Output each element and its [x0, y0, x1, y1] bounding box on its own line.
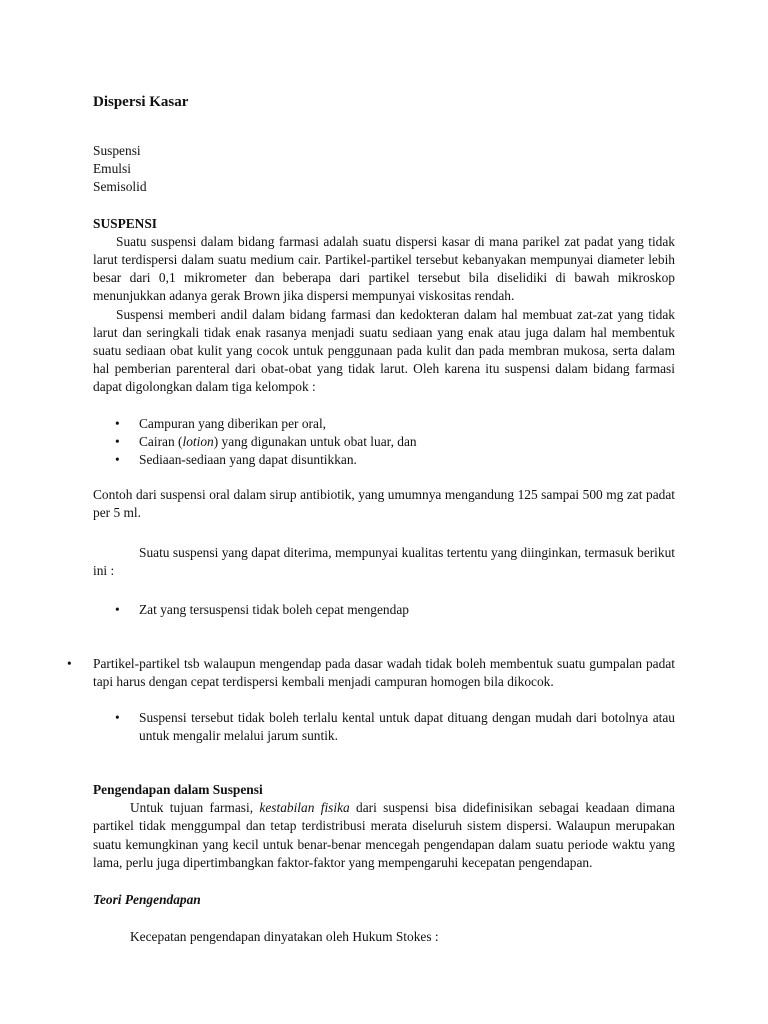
quality-list-outer: [67, 655, 675, 691]
quality-list: [93, 601, 675, 619]
list-item: • Zat yang tersuspensi tidak boleh cepat mengendap: [139, 601, 675, 619]
paragraph: Suatu suspensi dalam bidang farmasi adalah suatu dispersi kasar di mana parikel zat padat yang tidak larut terdispersi dalam suatu medium cair. Partikel-partikel tersebut kebanyakan mempunyai diameter lebih besar dari 0,1 mikrometer dan beberapa dari partikel tersebut bila diselidiki di bawah mikroskop menunjukkan adanya gerak Brown jika dispersi mempunyai viskositas rendah.: [93, 233, 675, 304]
bullet-icon: •: [115, 602, 120, 618]
section-heading-teori: Teori Pengendapan: [93, 892, 201, 908]
bullet-icon: •: [67, 656, 72, 672]
list-item: • Sediaan-sediaan yang dapat disuntikkan.: [139, 451, 675, 469]
topic-list: [93, 142, 675, 197]
section-heading-pengendapan: Pengendapan dalam Suspensi: [93, 782, 263, 798]
paragraph: Untuk tujuan farmasi, kestabilan fisika dari suspensi bisa didefinisikan sebagai keadaan dimana partikel tidak menggumpal dan tetap terdistribusi merata diseluruh sistem dispersi. Walaupun merupakan suatu kemungkinan yang kecil untuk benar-benar mencegah pengendapan dalam suatu periode waktu yang lama, perlu juga dipertimbangkan faktor-faktor yang mempengaruhi kecepatan pengendapan.: [93, 800, 675, 870]
bullet-icon: •: [115, 709, 120, 725]
bullet-icon: •: [115, 452, 120, 468]
topic-item: Semisolid: [93, 179, 147, 195]
quality-list: [93, 709, 675, 745]
paragraph: Kecepatan pengendapan dinyatakan oleh Hukum Stokes :: [130, 929, 439, 945]
suspension-group-list: [93, 415, 675, 470]
topic-item: Suspensi: [93, 143, 141, 158]
document-page: [67, 92, 675, 947]
paragraph: Suatu suspensi yang dapat diterima, mempunyai kualitas tertentu yang diinginkan, termasuk berikut ini :: [93, 544, 675, 578]
list-item: • Suspensi tersebut tidak boleh terlalu kental untuk dapat dituang dengan mudah dari botolnya atau untuk mengalir melalui jarum suntik.: [115, 709, 675, 743]
bullet-icon: •: [115, 433, 120, 449]
topic-item: Emulsi: [93, 161, 131, 177]
list-item: • Cairan (lotion) yang digunakan untuk obat luar, dan: [139, 433, 675, 451]
document-title: Dispersi Kasar: [93, 94, 189, 110]
list-item: • Partikel-partikel tsb walaupun mengendap pada dasar wadah tidak boleh membentuk suatu gumpalan padat tapi harus dengan cepat terdispersi kembali menjadi campuran homogen bila dikocok.: [67, 656, 675, 690]
section-heading-suspensi: SUSPENSI: [93, 215, 158, 231]
list-item: • Campuran yang diberikan per oral,: [139, 415, 675, 433]
bullet-icon: •: [115, 415, 120, 431]
paragraph: Suspensi memberi andil dalam bidang farmasi dan kedokteran dalam hal membuat zat-zat yang tidak larut dan seringkali tidak enak rasanya menjadi suatu sediaan yang enak atau juga dalam hal membentuk suatu sediaan obat kulit yang cocok untuk penggunaan pada kulit dan pada membran mukosa, serta dalam hal pemberian parenteral dari obat-obat yang tidak larut. Oleh karena itu suspensi dalam bidang farmasi dapat digolongkan dalam tiga kelompok :: [93, 306, 675, 395]
paragraph: Contoh dari suspensi oral dalam sirup antibiotik, yang umumnya mengandung 125 sampai 500 mg zat padat per 5 ml.: [93, 487, 675, 521]
